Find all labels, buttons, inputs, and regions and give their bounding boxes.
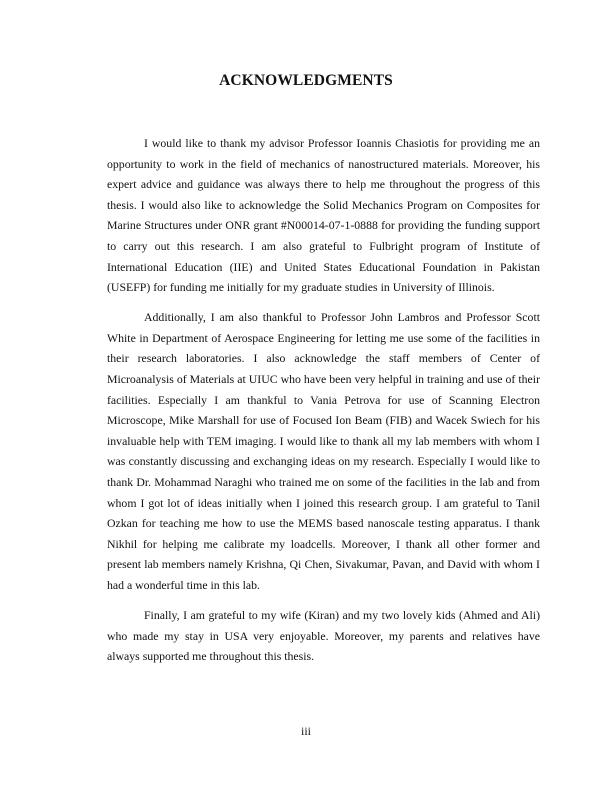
acknowledgments-body: [107, 133, 540, 676]
paragraph-advisor: I would like to thank my advisor Professor Ioannis Chasiotis for providing me an opportunity to work in the field of mechanics of nanostructured materials. Moreover, his expert advice and guidance was always there to help me throughout the progress of this thesis. I would also like to acknowledge the Solid Mechanics Program on Composites for Marine Structures under ONR grant #N00014-07-1-0888 for providing the funding support to carry out this research. I am also grateful to Fulbright program of Institute of International Education (IIE) and United States Educational Foundation in Pakistan (USEFP) for funding me initially for my graduate studies in University of Illinois.: [107, 136, 540, 295]
page-number: iii: [300, 724, 311, 738]
paragraph-colleagues: Additionally, I am also thankful to Professor John Lambros and Professor Scott White in Department of Aerospace Engineering for letting me use some of the facilities in their research laboratories. I also acknowledge the staff members of Center of Microanalysis of Materials at UIUC who have been very helpful in training and use of their facilities. Especially I am thankful to Vania Petrova for use of Scanning Electron Microscope, Mike Marshall for use of Focused Ion Beam (FIB) and Wacek Swiech for his invaluable help with TEM imaging. I would like to thank all my lab members with whom I was constantly discussing and exchanging ideas on my research. Especially I would like to thank Dr. Mohammad Naraghi who trained me on some of the facilities in the lab and from whom I got lot of ideas initially when I joined this research group. I am grateful to Tanil Ozkan for teaching me how to use the MEMS based nanoscale testing apparatus. I thank Nikhil for helping me calibrate my loadcells. Moreover, I thank all other former and present lab members namely Krishna, Qi Chen, Sivakumar, Pavan, and David with whom I had a wonderful time in this lab.: [107, 310, 540, 592]
page-title: ACKNOWLEDGMENTS: [219, 72, 393, 89]
paragraph-family: Finally, I am grateful to my wife (Kiran) and my two lovely kids (Ahmed and Ali) who made my stay in USA very enjoyable. Moreover, my parents and relatives have always supported me throughout this thesis.: [107, 608, 540, 664]
